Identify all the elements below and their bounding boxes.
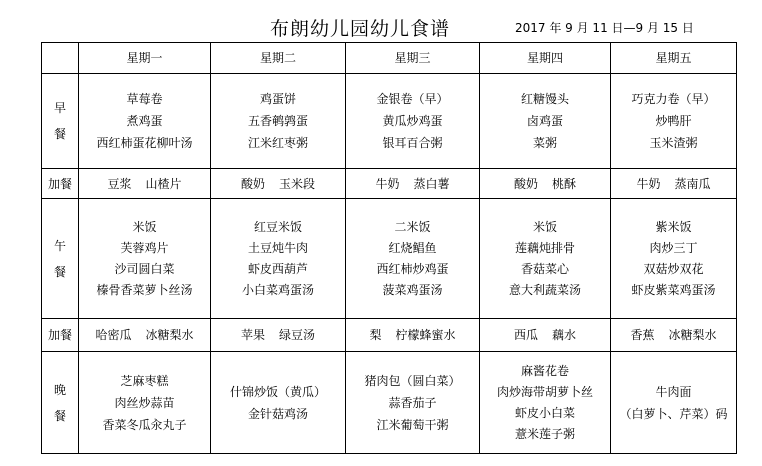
lunch-cell-monday <box>79 199 211 319</box>
snack-item: 牛奶 <box>636 176 661 191</box>
dish: 土豆炖牛肉 <box>247 240 308 255</box>
snack-item: 苹果 <box>240 328 265 342</box>
lunch-cell-thursday <box>480 199 611 319</box>
day-header: 星期四 <box>480 43 611 74</box>
snack-item: 冰糖梨水 <box>145 328 194 342</box>
meal-label-char: 餐 <box>53 408 66 423</box>
dish: 红烧鲳鱼 <box>388 240 437 255</box>
meal-label-char: 早 <box>53 101 66 115</box>
dish: 沙司圆白菜 <box>114 261 175 276</box>
dish: 卤鸡蛋 <box>526 114 563 128</box>
dinner-label <box>42 352 79 454</box>
day-header: 星期二 <box>211 43 346 74</box>
dish: 五香鹌鹑蛋 <box>247 114 308 128</box>
day-header: 星期五 <box>611 43 737 74</box>
dish: 肉丝炒蒜苗 <box>114 395 175 410</box>
dish: （白萝卜、芹菜）码 <box>619 406 728 421</box>
dish: 炒鸭肝 <box>655 114 692 128</box>
snack-item: 酸奶 <box>513 176 538 191</box>
lunch-cell-friday <box>611 199 737 319</box>
corner-cell <box>42 43 79 74</box>
meal-label-char: 晚 <box>53 382 66 397</box>
snack-item: 酸奶 <box>240 176 265 191</box>
dish: 银耳百合粥 <box>382 136 443 150</box>
date-range: 2017 年 9 月 11 日—9 月 15 日 <box>515 21 694 35</box>
snack-item: 梨 <box>369 328 382 342</box>
dinner-row <box>42 352 737 454</box>
snack-am-cell-tuesday <box>211 169 346 199</box>
dish: 菠菜鸡蛋汤 <box>382 282 443 297</box>
dish: 江米葡萄干粥 <box>376 417 449 432</box>
dish: 芙蓉鸡片 <box>120 240 169 255</box>
snack-item: 绿豆汤 <box>279 328 316 342</box>
dish: 什锦炒饭（黄瓜） <box>229 384 326 399</box>
meal-label-char: 餐 <box>53 264 66 279</box>
dish: 西红柿炒鸡蛋 <box>376 261 449 276</box>
dish: 莲藕炖排骨 <box>514 240 575 255</box>
dish: 紫米饭 <box>655 219 692 234</box>
dish: 薏米莲子粥 <box>514 426 575 441</box>
dish: 虾皮小白菜 <box>514 405 575 420</box>
snack-am-cell-thursday <box>480 169 611 199</box>
snack-pm-cell-wednesday <box>346 319 480 352</box>
lunch-cell-tuesday <box>211 199 346 319</box>
dish: 玉米渣粥 <box>649 136 698 150</box>
breakfast-label <box>42 74 79 169</box>
dish: 牛肉面 <box>655 384 692 399</box>
dish: 巧克力卷（早） <box>631 92 716 106</box>
dish: 香菇菜心 <box>520 261 569 276</box>
snack-item: 豆浆 <box>107 176 132 191</box>
dish: 菜粥 <box>532 136 557 150</box>
dinner-cell-monday <box>79 352 211 454</box>
dish: 米饭 <box>132 219 157 234</box>
day-header: 星期三 <box>346 43 480 74</box>
breakfast-cell-wednesday <box>346 74 480 169</box>
snack-pm-cell-tuesday <box>211 319 346 352</box>
snack-item: 西瓜 <box>513 328 538 342</box>
snack-item: 蒸白薯 <box>413 176 450 191</box>
dish: 肉炒海带胡萝卜丝 <box>496 384 593 399</box>
dish: 西红柿蛋花柳叶汤 <box>96 136 193 150</box>
dish: 香菜冬瓜汆丸子 <box>102 417 187 432</box>
snack-item: 蒸南瓜 <box>674 176 711 191</box>
snack-pm-cell-thursday <box>480 319 611 352</box>
dish: 双菇炒双花 <box>643 261 704 276</box>
menu-table <box>41 42 737 454</box>
snack-am-label: 加餐 <box>42 169 79 199</box>
meal-label-char: 餐 <box>53 127 66 141</box>
snack-pm-cell-friday <box>611 319 737 352</box>
breakfast-cell-monday <box>79 74 211 169</box>
snack-pm-cell-monday <box>79 319 211 352</box>
dish: 肉炒三丁 <box>649 240 698 255</box>
dish: 二米饭 <box>394 219 431 234</box>
dish: 虾皮西葫芦 <box>247 261 308 276</box>
dish: 小白菜鸡蛋汤 <box>241 282 314 297</box>
dish: 鸡蛋饼 <box>259 92 296 106</box>
dish: 金针菇鸡汤 <box>247 406 308 421</box>
snack-am-row <box>42 169 737 199</box>
lunch-cell-wednesday <box>346 199 480 319</box>
dish: 煮鸡蛋 <box>126 114 163 128</box>
dish: 蒜香茄子 <box>388 395 437 410</box>
breakfast-cell-tuesday <box>211 74 346 169</box>
meal-label-char: 午 <box>53 238 66 253</box>
dish: 虾皮紫菜鸡蛋汤 <box>631 282 716 297</box>
dinner-cell-tuesday <box>211 352 346 454</box>
dish: 米饭 <box>532 219 557 234</box>
dish: 金银卷（早） <box>376 92 449 106</box>
snack-pm-row <box>42 319 737 352</box>
dish: 红糖馒头 <box>520 92 569 106</box>
dish: 江米红枣粥 <box>247 136 308 150</box>
snack-item: 牛奶 <box>375 176 400 191</box>
snack-item: 冰糖梨水 <box>668 328 717 342</box>
breakfast-cell-thursday <box>480 74 611 169</box>
dish: 红豆米饭 <box>253 219 302 234</box>
snack-item: 柠檬蜂蜜水 <box>395 328 456 342</box>
dish: 麻酱花卷 <box>520 363 569 378</box>
snack-item: 藕水 <box>552 328 577 342</box>
snack-item: 山楂片 <box>145 176 182 191</box>
dish: 意大利蔬菜汤 <box>508 282 581 297</box>
snack-item: 桃酥 <box>552 176 577 191</box>
day-header: 星期一 <box>79 43 211 74</box>
dish: 芝麻枣糕 <box>120 373 169 388</box>
snack-item: 哈密瓜 <box>95 328 132 342</box>
header-row <box>42 43 737 74</box>
dish: 草莓卷 <box>126 92 163 106</box>
snack-am-cell-wednesday <box>346 169 480 199</box>
snack-am-cell-friday <box>611 169 737 199</box>
snack-am-cell-monday <box>79 169 211 199</box>
dinner-cell-wednesday <box>346 352 480 454</box>
breakfast-cell-friday <box>611 74 737 169</box>
dish: 黄瓜炒鸡蛋 <box>382 114 443 128</box>
dish: 榛骨香菜萝卜丝汤 <box>96 282 193 297</box>
lunch-label <box>42 199 79 319</box>
dinner-cell-friday <box>611 352 737 454</box>
snack-item: 香蕉 <box>630 328 655 342</box>
dish: 猪肉包（圆白菜） <box>364 373 461 388</box>
page-title: 布朗幼儿园幼儿食谱 <box>270 18 451 40</box>
dinner-cell-thursday <box>480 352 611 454</box>
snack-pm-label: 加餐 <box>42 319 79 352</box>
snack-item: 玉米段 <box>279 176 316 191</box>
breakfast-row <box>42 74 737 169</box>
lunch-row <box>42 199 737 319</box>
